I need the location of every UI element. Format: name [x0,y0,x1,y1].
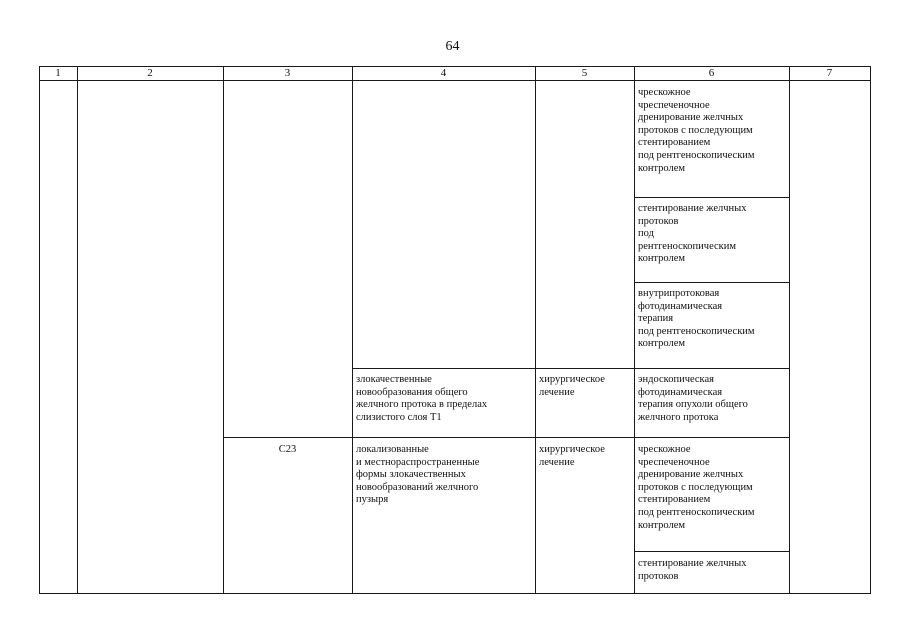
method-cell: эндоскопическая фотодинамическая терапия опухоли общего желчного протока [638,374,748,423]
col-divider-3-4 [352,66,353,594]
col-divider-6-7 [789,66,790,594]
column-header-1: 1 [55,67,61,79]
method-cell: чрескожное чреспеченочное дренирование желчных протоков с последующим стентированием под рентгеноскопическим контролем [638,444,755,531]
table-border-right [870,66,871,594]
method-cell: внутрипротоковая фотодинамическая терапия под рентгеноскопическим контролем [638,288,755,350]
column-header-2: 2 [147,67,153,79]
method-cell: стентирование желчных протоков под рентгеноскопическим контролем [638,203,747,265]
col6-divider [634,197,789,198]
method-cell: чрескожное чреспеченочное дренирование желчных протоков с последующим стентированием под рентгеноскопическим контролем [638,87,755,174]
col-divider-2-3 [223,66,224,594]
diagnosis-cell: злокачественные новообразования общего желчного протока в пределах слизистого слоя T1 [356,374,488,423]
row-divider-col3-5 [223,437,634,438]
icd-code-cell: C23 [278,444,297,455]
col-divider-4-5 [535,66,536,594]
col6-divider [634,368,789,369]
treatment-type-cell: хирургическое лечение [539,374,605,398]
row-divider-col4-5 [352,368,634,369]
method-cell: стентирование желчных протоков [638,558,747,582]
page-number: 64 [445,39,460,54]
col-divider-1-2 [77,66,78,594]
col6-divider [634,437,789,438]
diagnosis-cell: локализованные и местнораспространенные формы злокачественных новообразований желчного пузыря [356,444,480,506]
column-header-3: 3 [284,67,291,79]
table-border-left [39,66,40,594]
column-header-5: 5 [581,67,588,79]
column-header-4: 4 [440,67,447,79]
col6-divider [634,282,789,283]
treatment-type-cell: хирургическое лечение [539,444,605,468]
col-divider-5-6 [634,66,635,594]
table-border-bottom [39,593,871,594]
header-row-divider [39,80,871,81]
col6-divider [634,551,789,552]
column-header-6: 6 [708,67,715,79]
column-header-7: 7 [826,67,833,79]
